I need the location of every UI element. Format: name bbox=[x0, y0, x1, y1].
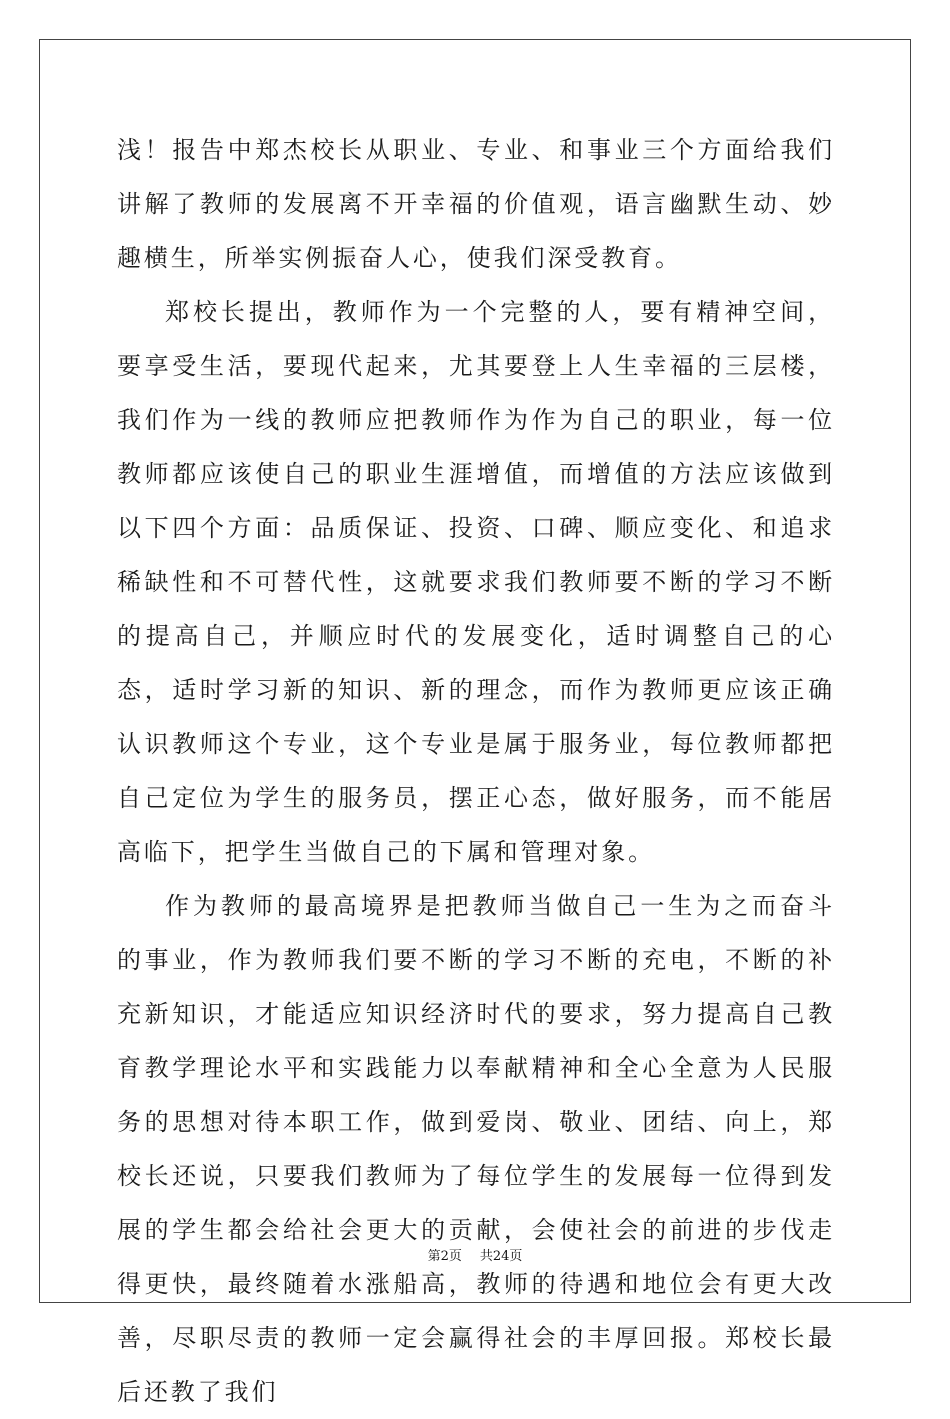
paragraph-3: 作为教师的最高境界是把教师当做自己一生为之而奋斗的事业，作为教师我们要不断的学习不断的充电，不断的补充新知识，才能适应知识经济时代的要求，努力提高自己教育教学理论水平和实践能力以奉献精神和全心全意为人民服务的思想对待本职工作，做到爱岗、敬业、团结、向上，郑校长还说，只要我们教师为了每位学生的发展每一位得到发展的学生都会给社会更大的贡献，会使社会的前进的步伐走得更快，最终随着水涨船高，教师的待遇和地位会有更大改善，尽职尽责的教师一定会赢得社会的丰厚回报。郑校长最后还教了我们 bbox=[117, 892, 835, 1406]
paragraph-1: 浅！报告中郑杰校长从职业、专业、和事业三个方面给我们讲解了教师的发展离不开幸福的价值观，语言幽默生动、妙趣横生，所举实例振奋人心，使我们深受教育。 bbox=[117, 136, 835, 272]
page-footer bbox=[0, 1245, 950, 1264]
page-number: 第2页 bbox=[427, 1249, 462, 1264]
page-total: 共24页 bbox=[479, 1249, 523, 1264]
document-body bbox=[117, 123, 835, 1419]
paragraph-2: 郑校长提出，教师作为一个完整的人，要有精神空间，要享受生活，要现代起来，尤其要登上人生幸福的三层楼，我们作为一线的教师应把教师作为作为自己的职业，每一位教师都应该使自己的职业生涯增值，而增值的方法应该做到以下四个方面：品质保证、投资、口碑、顺应变化、和追求稀缺性和不可替代性，这就要求我们教师要不断的学习不断的提高自己，并顺应时代的发展变化，适时调整自己的心态，适时学习新的知识、新的理念，而作为教师更应该正确认识教师这个专业，这个专业是属于服务业，每位教师都把自己定位为学生的服务员，摆正心态，做好服务，而不能居高临下，把学生当做自己的下属和管理对象。 bbox=[117, 298, 835, 866]
